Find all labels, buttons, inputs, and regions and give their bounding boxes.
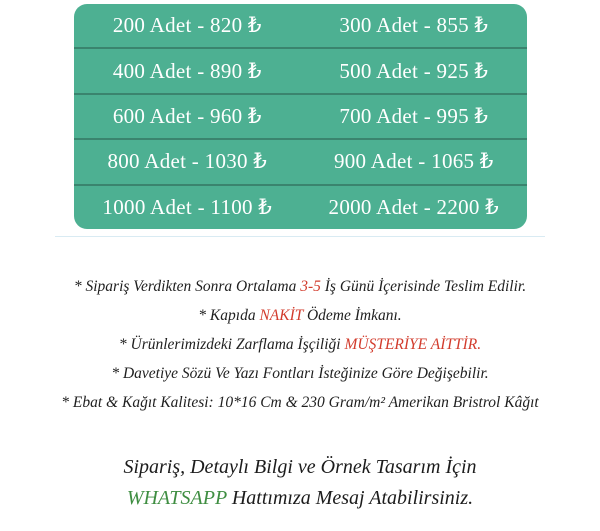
price-cell-right: 2000 Adet - 2200 ₺ xyxy=(328,194,499,219)
price-row xyxy=(74,4,527,47)
price-cell-right: 900 Adet - 1065 ₺ xyxy=(333,149,494,174)
notes-section xyxy=(0,272,600,417)
price-row xyxy=(74,184,527,229)
note-paper-quality: * Ebat & Kağıt Kalitesi: 10*16 Cm & 230 Gram/m² Amerikan Bristrol Kâğıt xyxy=(61,394,539,411)
footer-section xyxy=(0,452,600,514)
footer-line-2 xyxy=(0,483,600,514)
note-text: * Ürünlerimizdeki Zarflama İşçiliği xyxy=(118,336,345,353)
note-text: İş Günü İçerisinde Teslim Edilir. xyxy=(320,278,527,295)
price-cell-right: 500 Adet - 925 ₺ xyxy=(339,58,489,83)
price-cell-left: 400 Adet - 890 ₺ xyxy=(112,58,262,83)
note-text: * Kapıda xyxy=(198,307,260,324)
price-row xyxy=(74,47,527,92)
footer-text: Hattımıza Mesaj Atabilirsiniz. xyxy=(226,487,474,509)
note-delivery-time xyxy=(0,272,600,301)
note-cash-payment xyxy=(0,301,600,330)
price-cell-right: 300 Adet - 855 ₺ xyxy=(339,13,489,38)
note-text: Ödeme İmkanı. xyxy=(303,307,402,324)
footer-line-1: Sipariş, Detaylı Bilgi ve Örnek Tasarım İçin xyxy=(123,456,477,478)
note-text: * Sipariş Verdikten Sonra Ortalama xyxy=(73,278,301,295)
note-envelope-labor xyxy=(0,330,600,359)
price-cell-left: 600 Adet - 960 ₺ xyxy=(112,104,262,129)
price-table xyxy=(74,4,527,229)
price-row xyxy=(74,138,527,183)
price-cell-right: 700 Adet - 995 ₺ xyxy=(339,104,489,129)
note-highlight: 3-5 xyxy=(300,278,321,295)
price-cell-left: 1000 Adet - 1100 ₺ xyxy=(102,194,273,219)
price-cell-left: 800 Adet - 1030 ₺ xyxy=(107,149,268,174)
note-highlight: MÜŞTERİYE AİTTİR. xyxy=(344,336,482,353)
note-highlight: NAKİT xyxy=(259,307,304,324)
whatsapp-link[interactable]: WHATSAPP xyxy=(126,487,227,509)
divider-line xyxy=(55,236,545,237)
note-customization: * Davetiye Sözü Ve Yazı Fontları İsteğinize Göre Değişebilir. xyxy=(111,365,489,382)
price-row xyxy=(74,93,527,138)
price-cell-left: 200 Adet - 820 ₺ xyxy=(112,13,262,38)
